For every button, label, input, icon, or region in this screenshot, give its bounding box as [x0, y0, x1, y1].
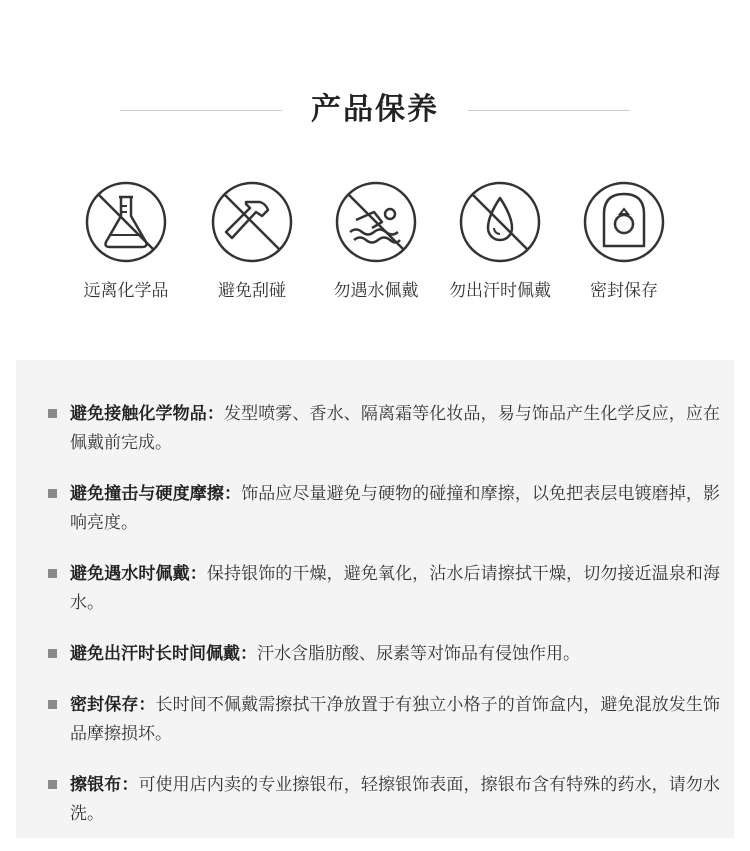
item-text: 长时间不佩戴需擦拭干净放置于有独立小格子的首饰盒内，避免混放发生饰品摩擦损坏。 [70, 695, 721, 744]
list-item [48, 400, 720, 458]
item-paragraph [70, 771, 720, 829]
item-text: 保持银饰的干燥，避免氧化，沾水后请擦拭干燥，切勿接近温泉和海水。 [70, 564, 721, 613]
bullet-square [48, 489, 57, 498]
care-icon-label: 密封保存 [590, 281, 658, 301]
care-icon-item [187, 180, 317, 302]
hammer-prohibited-icon [210, 180, 294, 264]
item-text: 可使用店内卖的专业擦银布，轻擦银饰表面，擦银布含有特殊的药水，请勿水洗。 [70, 775, 721, 824]
sweat-drop-prohibited-icon [458, 180, 542, 264]
care-icon-label: 勿遇水佩戴 [333, 281, 419, 301]
section-header [0, 86, 750, 134]
list-item [48, 640, 720, 669]
care-icon-label: 避免刮碰 [218, 281, 286, 301]
care-icons-row [0, 180, 750, 310]
item-paragraph [70, 560, 720, 618]
care-instructions-list [48, 400, 720, 851]
care-icon-item [435, 180, 565, 302]
item-text: 发型喷雾、香水、隔离霜等化妆品，易与饰品产生化学反应，应在佩戴前完成。 [70, 404, 721, 453]
flask-prohibited-icon [84, 180, 168, 264]
care-icon-item [61, 180, 191, 302]
item-heading: 避免撞击与硬度摩擦： [70, 484, 242, 504]
item-paragraph [70, 400, 720, 458]
care-icon-label: 勿出汗时佩戴 [449, 281, 551, 301]
list-item [48, 691, 720, 749]
ring-box-icon [582, 180, 666, 264]
item-heading: 擦银布： [70, 775, 139, 795]
item-paragraph [70, 480, 720, 538]
care-icon-item [311, 180, 441, 302]
item-text: 饰品应尽量避免与硬物的碰撞和摩擦，以免把表层电镀磨掉，影响亮度。 [70, 484, 721, 533]
list-item [48, 480, 720, 538]
bullet-square [48, 649, 57, 658]
bullet-square [48, 700, 57, 709]
swimming-prohibited-icon [334, 180, 418, 264]
item-heading: 避免出汗时长时间佩戴： [70, 644, 257, 664]
bullet-square [48, 409, 57, 418]
bullet-square [48, 569, 57, 578]
list-item [48, 560, 720, 618]
care-icon-item [559, 180, 689, 302]
item-heading: 避免接触化学物品： [70, 404, 224, 424]
page-title: 产品保养 [311, 92, 439, 127]
item-text: 汗水含脂肪酸、尿素等对饰品有侵蚀作用。 [257, 644, 580, 664]
list-item [48, 771, 720, 829]
title-divider-left [120, 110, 282, 111]
care-instructions-panel [16, 360, 734, 838]
item-paragraph [70, 691, 720, 749]
item-heading: 避免遇水时佩戴： [70, 564, 207, 584]
title-divider-right [468, 110, 630, 111]
item-heading: 密封保存： [70, 695, 156, 715]
bullet-square [48, 780, 57, 789]
care-icon-label: 远离化学品 [83, 281, 169, 301]
item-paragraph [70, 640, 720, 669]
